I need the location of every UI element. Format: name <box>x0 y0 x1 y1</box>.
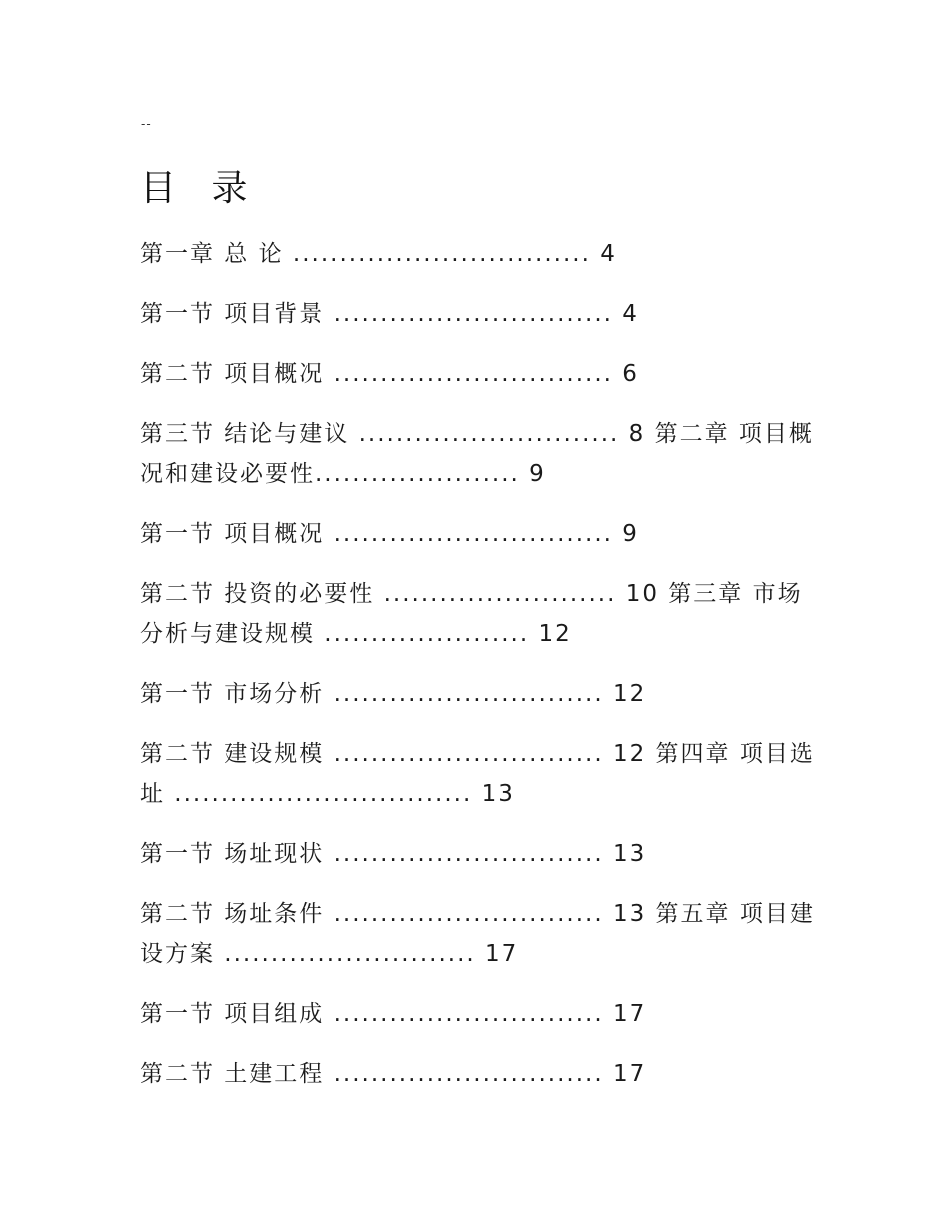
toc-entry-text: 第二节 项目概况 .............................. 6 <box>140 361 639 387</box>
toc-entry[interactable] <box>140 834 820 874</box>
toc-entry-text: 第三节 结论与建议 ............................ 8 第二章 项目概况和建设必要性...................... 9 <box>140 421 814 487</box>
toc-title: 目 录 <box>140 168 260 209</box>
toc-entry[interactable] <box>140 354 820 394</box>
toc-entry[interactable] <box>140 734 820 814</box>
toc-entry[interactable] <box>140 294 820 334</box>
toc-entry-text: 第一节 场址现状 ............................. 13 <box>140 841 647 867</box>
toc-entry-text: 第二节 投资的必要性 ......................... 10 第三章 市场分析与建设规模 ...................... 12 <box>140 581 803 647</box>
toc-entry-text: 第一章 总 论 ................................ 4 <box>140 241 617 267</box>
toc-entry[interactable] <box>140 574 820 654</box>
toc-entry[interactable] <box>140 894 820 974</box>
toc-entry[interactable] <box>140 994 820 1034</box>
toc-entry-text: 第二节 建设规模 ............................. 12 第四章 项目选址 ................................ 13 <box>140 741 815 807</box>
toc-entry-text: 第一节 项目组成 ............................. 17 <box>140 1001 647 1027</box>
toc-entry[interactable] <box>140 1054 820 1094</box>
toc-entry-text: 第一节 市场分析 ............................. 12 <box>140 681 647 707</box>
toc-entry-text: 第二节 场址条件 ............................. 13 第五章 项目建设方案 ........................... 17 <box>140 901 815 967</box>
toc-entry-text: 第二节 土建工程 ............................. 17 <box>140 1061 647 1087</box>
toc-entry[interactable] <box>140 234 820 274</box>
header-mark: -- <box>141 117 152 131</box>
toc-entry[interactable] <box>140 674 820 714</box>
toc-entry-text: 第一节 项目概况 .............................. 9 <box>140 521 639 547</box>
toc-entry-text: 第一节 项目背景 .............................. 4 <box>140 301 639 327</box>
toc-list <box>140 234 820 1114</box>
toc-entry[interactable] <box>140 414 820 494</box>
toc-entry[interactable] <box>140 514 820 554</box>
